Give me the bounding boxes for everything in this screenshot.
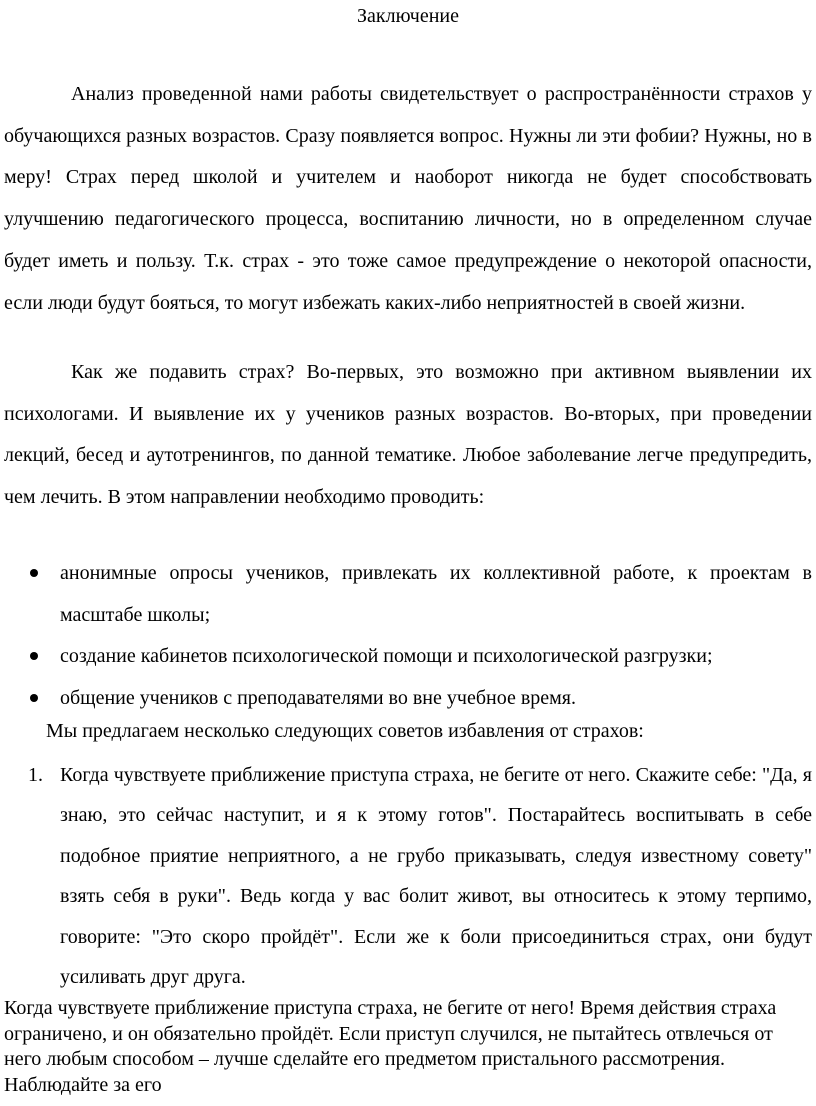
page-title: Заключение bbox=[357, 5, 459, 27]
list-item: создание кабинетов психологической помощи и психологической разгрузки; bbox=[60, 636, 812, 678]
bullet-icon bbox=[30, 569, 38, 577]
bullet-icon bbox=[30, 694, 38, 702]
list-item: общение учеников с преподавателями во вне учебное время. bbox=[60, 678, 812, 720]
list-item-text: Когда чувствуете приближение приступа страха, не бегите от него. Скажите себе: "Да, я знаю, это сейчас наступит, и я к этому готов". Постарайтесь воспитывать в себе подобное приятие неприятного, а не грубо приказывать, следуя известному совету" взять себя в руки". Ведь когда у вас болит живот, вы относитесь к этому терпимо, говорите: "Это скоро пройдёт". Если же к боли присоединиться страх, они будут усиливать друг друга. bbox=[60, 764, 812, 989]
list-item bbox=[28, 755, 812, 997]
paragraph-how-to-suppress: Как же подавить страх? Во-первых, это возможно при активном выявлении их психологами. И выявление их у учеников разных возрастов. Во-вторых, при проведении лекций, бесед и аутотренингов, по данной тематике. Любое заболевание легче предупредить, чем лечить. В этом направлении необходимо проводить: bbox=[4, 361, 812, 509]
advice-intro: Мы предлагаем несколько следующих советов избавления от страхов: bbox=[46, 720, 644, 742]
paragraph-continuation: Когда чувствуете приближение приступа страха, не бегите от него! Время действия страха ограничено, и он обязательно пройдёт. Если приступ случился, не пытайтесь отвлечься от него любым способом – лучше сделайте его предметом пристального рассмотрения. Наблюдайте за его bbox=[4, 997, 777, 1096]
list-number: 1. bbox=[28, 764, 43, 786]
bullet-icon bbox=[30, 652, 38, 660]
paragraph-analysis: Анализ проведенной нами работы свидетельствует о распространённости страхов у обучающихся разных возрастов. Сразу появляется вопрос. Нужны ли эти фобии? Нужны, но в меру! Страх перед школой и учителем и наоборот никогда не будет способствовать улучшению педагогического процесса, воспитанию личности, но в определенном случае будет иметь и пользу. Т.к. страх - это тоже самое предупреждение о некоторой опасности, если люди будут бояться, то могут избежать каких-либо неприятностей в своей жизни. bbox=[4, 83, 812, 314]
bullet-list bbox=[60, 553, 812, 720]
numbered-list bbox=[28, 755, 812, 997]
list-item: анонимные опросы учеников, привлекать их коллективной работе, к проектам в масштабе школы; bbox=[60, 553, 812, 636]
